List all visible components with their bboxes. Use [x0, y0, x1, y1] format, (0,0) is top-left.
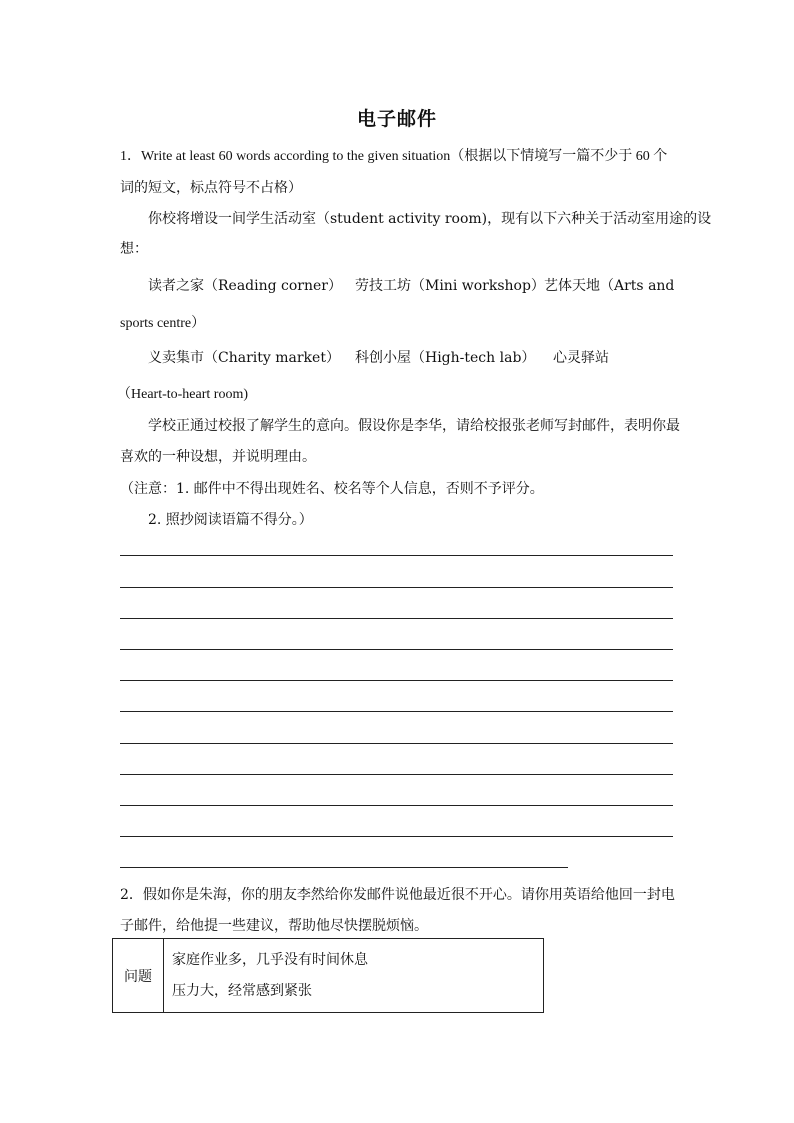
- problem-item: 压力大，经常感到紧张: [172, 982, 312, 999]
- answer-line: [120, 805, 673, 806]
- q1-task-line1: 学校正通过校报了解学生的意向。假设你是李华，请给校报张老师写封邮件，表明你最: [148, 418, 680, 434]
- q1-prompt-line2: 词的短文，标点符号不占格）: [120, 180, 302, 196]
- answer-line: [120, 555, 673, 556]
- answer-line: [120, 774, 673, 775]
- option-high-tech-lab: 科创小屋（High-tech lab）: [355, 350, 536, 366]
- q2-prompt-line2: 子邮件，给他提一些建议，帮助他尽快摆脱烦恼。: [120, 918, 428, 934]
- answer-line: [120, 587, 673, 588]
- q1-scenario-line1: 你校将增设一间学生活动室（student activity room)，现有以下六种关于活动室用途的设: [148, 211, 712, 227]
- answer-line: [120, 711, 673, 712]
- answer-line: [120, 649, 673, 650]
- problem-table-content: [164, 939, 544, 1013]
- answer-line: [120, 680, 673, 681]
- q1-scenario-line2: 想：: [120, 241, 148, 257]
- q1-prompt-line1: 1．Write at least 60 words according to the given situation（根据以下情境写一篇不少于 60 个: [120, 149, 668, 164]
- q1-task-line2: 喜欢的一种设想，并说明理由。: [120, 449, 316, 465]
- option-reading-corner: 读者之家（Reading corner）: [148, 278, 342, 294]
- option-arts-sports-cont: sports centre）: [120, 316, 206, 331]
- q1-note-line2: 2. 照抄阅读语篇不得分。）: [148, 512, 313, 528]
- option-charity-market: 义卖集市（Charity market）: [148, 350, 340, 366]
- page-title: 电子邮件: [356, 108, 437, 130]
- problem-item: 家庭作业多，几乎没有时间休息: [172, 951, 368, 968]
- problem-table-header: 问题: [113, 939, 164, 1013]
- option-mini-workshop: 劳技工坊（Mini workshop）: [355, 278, 545, 294]
- answer-line: [120, 867, 568, 868]
- option-heart-room-cont: （Heart-to-heart room): [117, 387, 248, 402]
- q1-note-line1: （注意：1. 邮件中不得出现姓名、校名等个人信息，否则不予评分。: [120, 481, 544, 497]
- problem-table: [112, 938, 544, 1013]
- option-arts-sports: 艺体天地（Arts and: [544, 278, 675, 294]
- answer-line: [120, 836, 673, 837]
- answer-line: [120, 743, 673, 744]
- option-heart-room: 心灵驿站: [553, 350, 609, 366]
- q2-prompt-line1: 2．假如你是朱海，你的朋友李然给你发邮件说他最近很不开心。请你用英语给他回一封电: [120, 887, 675, 903]
- answer-line: [120, 618, 673, 619]
